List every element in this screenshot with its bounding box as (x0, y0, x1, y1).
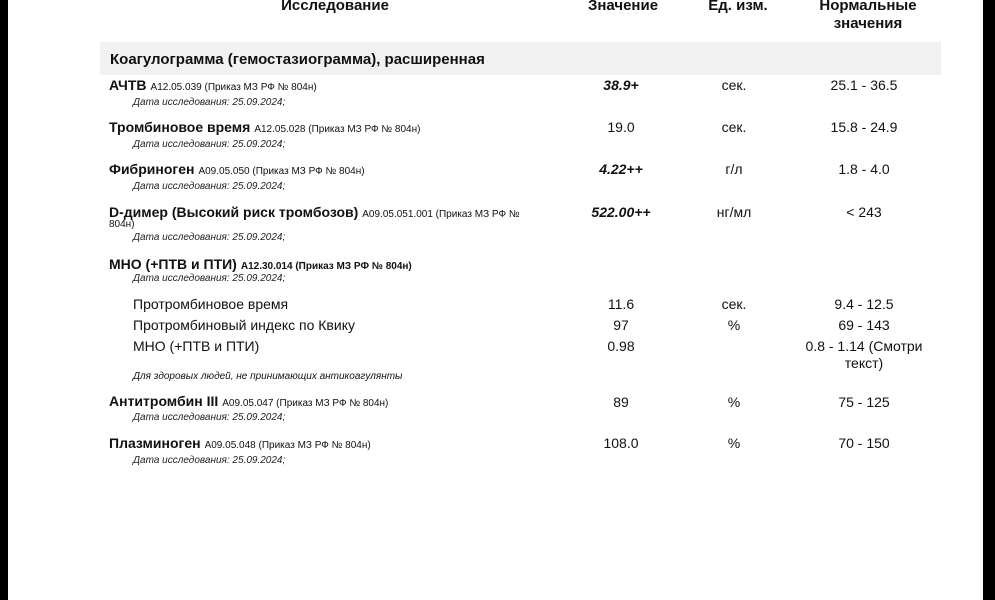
test-name: Фибриноген (109, 161, 195, 177)
test-norm: < 243 (846, 204, 882, 220)
test-code: A12.05.039 (Приказ МЗ РФ № 804н) (150, 82, 317, 93)
test-norm: 75 - 125 (838, 394, 890, 410)
test-row-mno (109, 256, 412, 274)
subtest-name: Протромбиновый индекс по Квику (133, 317, 355, 333)
subtest-name: Протромбиновое время (133, 296, 289, 312)
test-name: МНО (+ПТВ и ПТИ) (109, 256, 237, 272)
test-unit: % (727, 394, 741, 410)
header-unit: Ед. изм. (708, 0, 768, 14)
test-unit: сек. (721, 77, 747, 93)
test-name: Плазминоген (109, 435, 201, 451)
test-name: D-димер (Высокий риск тромбозов) (109, 204, 359, 220)
mno-note: Для здоровых людей, не принимающих антикоагулянты (133, 371, 403, 382)
test-row-fibrinogen (109, 161, 365, 179)
section-bar (100, 42, 941, 75)
test-unit: г/л (725, 161, 743, 177)
subtest-value: 97 (613, 317, 629, 333)
test-name: Антитромбин III (109, 393, 219, 409)
test-code: A12.05.028 (Приказ МЗ РФ № 804н) (254, 124, 421, 135)
header-norm (788, 0, 948, 33)
test-value: 19.0 (607, 119, 635, 135)
test-date: Дата исследования: 25.09.2024; (133, 181, 286, 192)
test-code: A09.05.051.001 (Приказ МЗ РФ № (362, 209, 520, 220)
test-code: A09.05.050 (Приказ МЗ РФ № 804н) (198, 166, 365, 177)
test-code-wrap: 804н) (109, 219, 135, 230)
test-norm: 15.8 - 24.9 (830, 119, 898, 135)
subtest-unit: сек. (721, 296, 747, 312)
subtest-norm: 9.4 - 12.5 (834, 296, 894, 312)
test-code: A09.05.048 (Приказ МЗ РФ № 804н) (204, 440, 371, 451)
test-row-plasminogen (109, 435, 371, 453)
subtest-norm-line1: 0.8 - 1.14 (Смотри (805, 338, 923, 354)
test-norm: 1.8 - 4.0 (838, 161, 890, 177)
test-date: Дата исследования: 25.09.2024; (133, 232, 286, 243)
test-row-d-dimer (109, 204, 520, 222)
test-row-apttv (109, 77, 317, 95)
subtest-value: 11.6 (607, 296, 635, 312)
test-norm: 25.1 - 36.5 (830, 77, 898, 93)
test-code: A12.30.014 (Приказ МЗ РФ № 804н) (240, 261, 412, 272)
test-value: 38.9+ (603, 77, 639, 93)
test-date: Дата исследования: 25.09.2024; (133, 97, 286, 108)
header-norm-line2: значения (833, 15, 903, 32)
test-date: Дата исследования: 25.09.2024; (133, 412, 286, 423)
test-unit: нг/мл (716, 204, 752, 220)
subtest-norm-line2: текст) (844, 355, 884, 371)
test-name: Тромбиновое время (109, 119, 251, 135)
subtest-norm (784, 338, 944, 372)
header-value: Значение (587, 0, 659, 14)
test-value: 108.0 (603, 435, 639, 451)
subtest-name: МНО (+ПТВ и ПТИ) (133, 338, 260, 354)
test-unit: % (727, 435, 741, 451)
header-test: Исследование (281, 0, 389, 14)
test-name: АЧТВ (109, 77, 147, 93)
test-row-thrombin-time (109, 119, 420, 137)
test-row-antithrombin (109, 393, 388, 411)
test-date: Дата исследования: 25.09.2024; (133, 273, 286, 284)
subtest-unit: % (727, 317, 741, 333)
test-code: A09.05.047 (Приказ МЗ РФ № 804н) (222, 398, 389, 409)
test-date: Дата исследования: 25.09.2024; (133, 139, 286, 150)
test-norm: 70 - 150 (838, 435, 890, 451)
test-value: 4.22++ (599, 161, 643, 177)
lab-report-page (8, 0, 983, 600)
test-date: Дата исследования: 25.09.2024; (133, 455, 286, 466)
test-unit: сек. (721, 119, 747, 135)
header-norm-line1: Нормальные (819, 0, 917, 14)
subtest-norm: 69 - 143 (838, 317, 890, 333)
section-title: Коагулограмма (гемостазиограмма), расширенная (110, 51, 485, 68)
subtest-value: 0.98 (607, 338, 635, 354)
test-value: 522.00++ (591, 204, 651, 220)
test-value: 89 (613, 394, 629, 410)
